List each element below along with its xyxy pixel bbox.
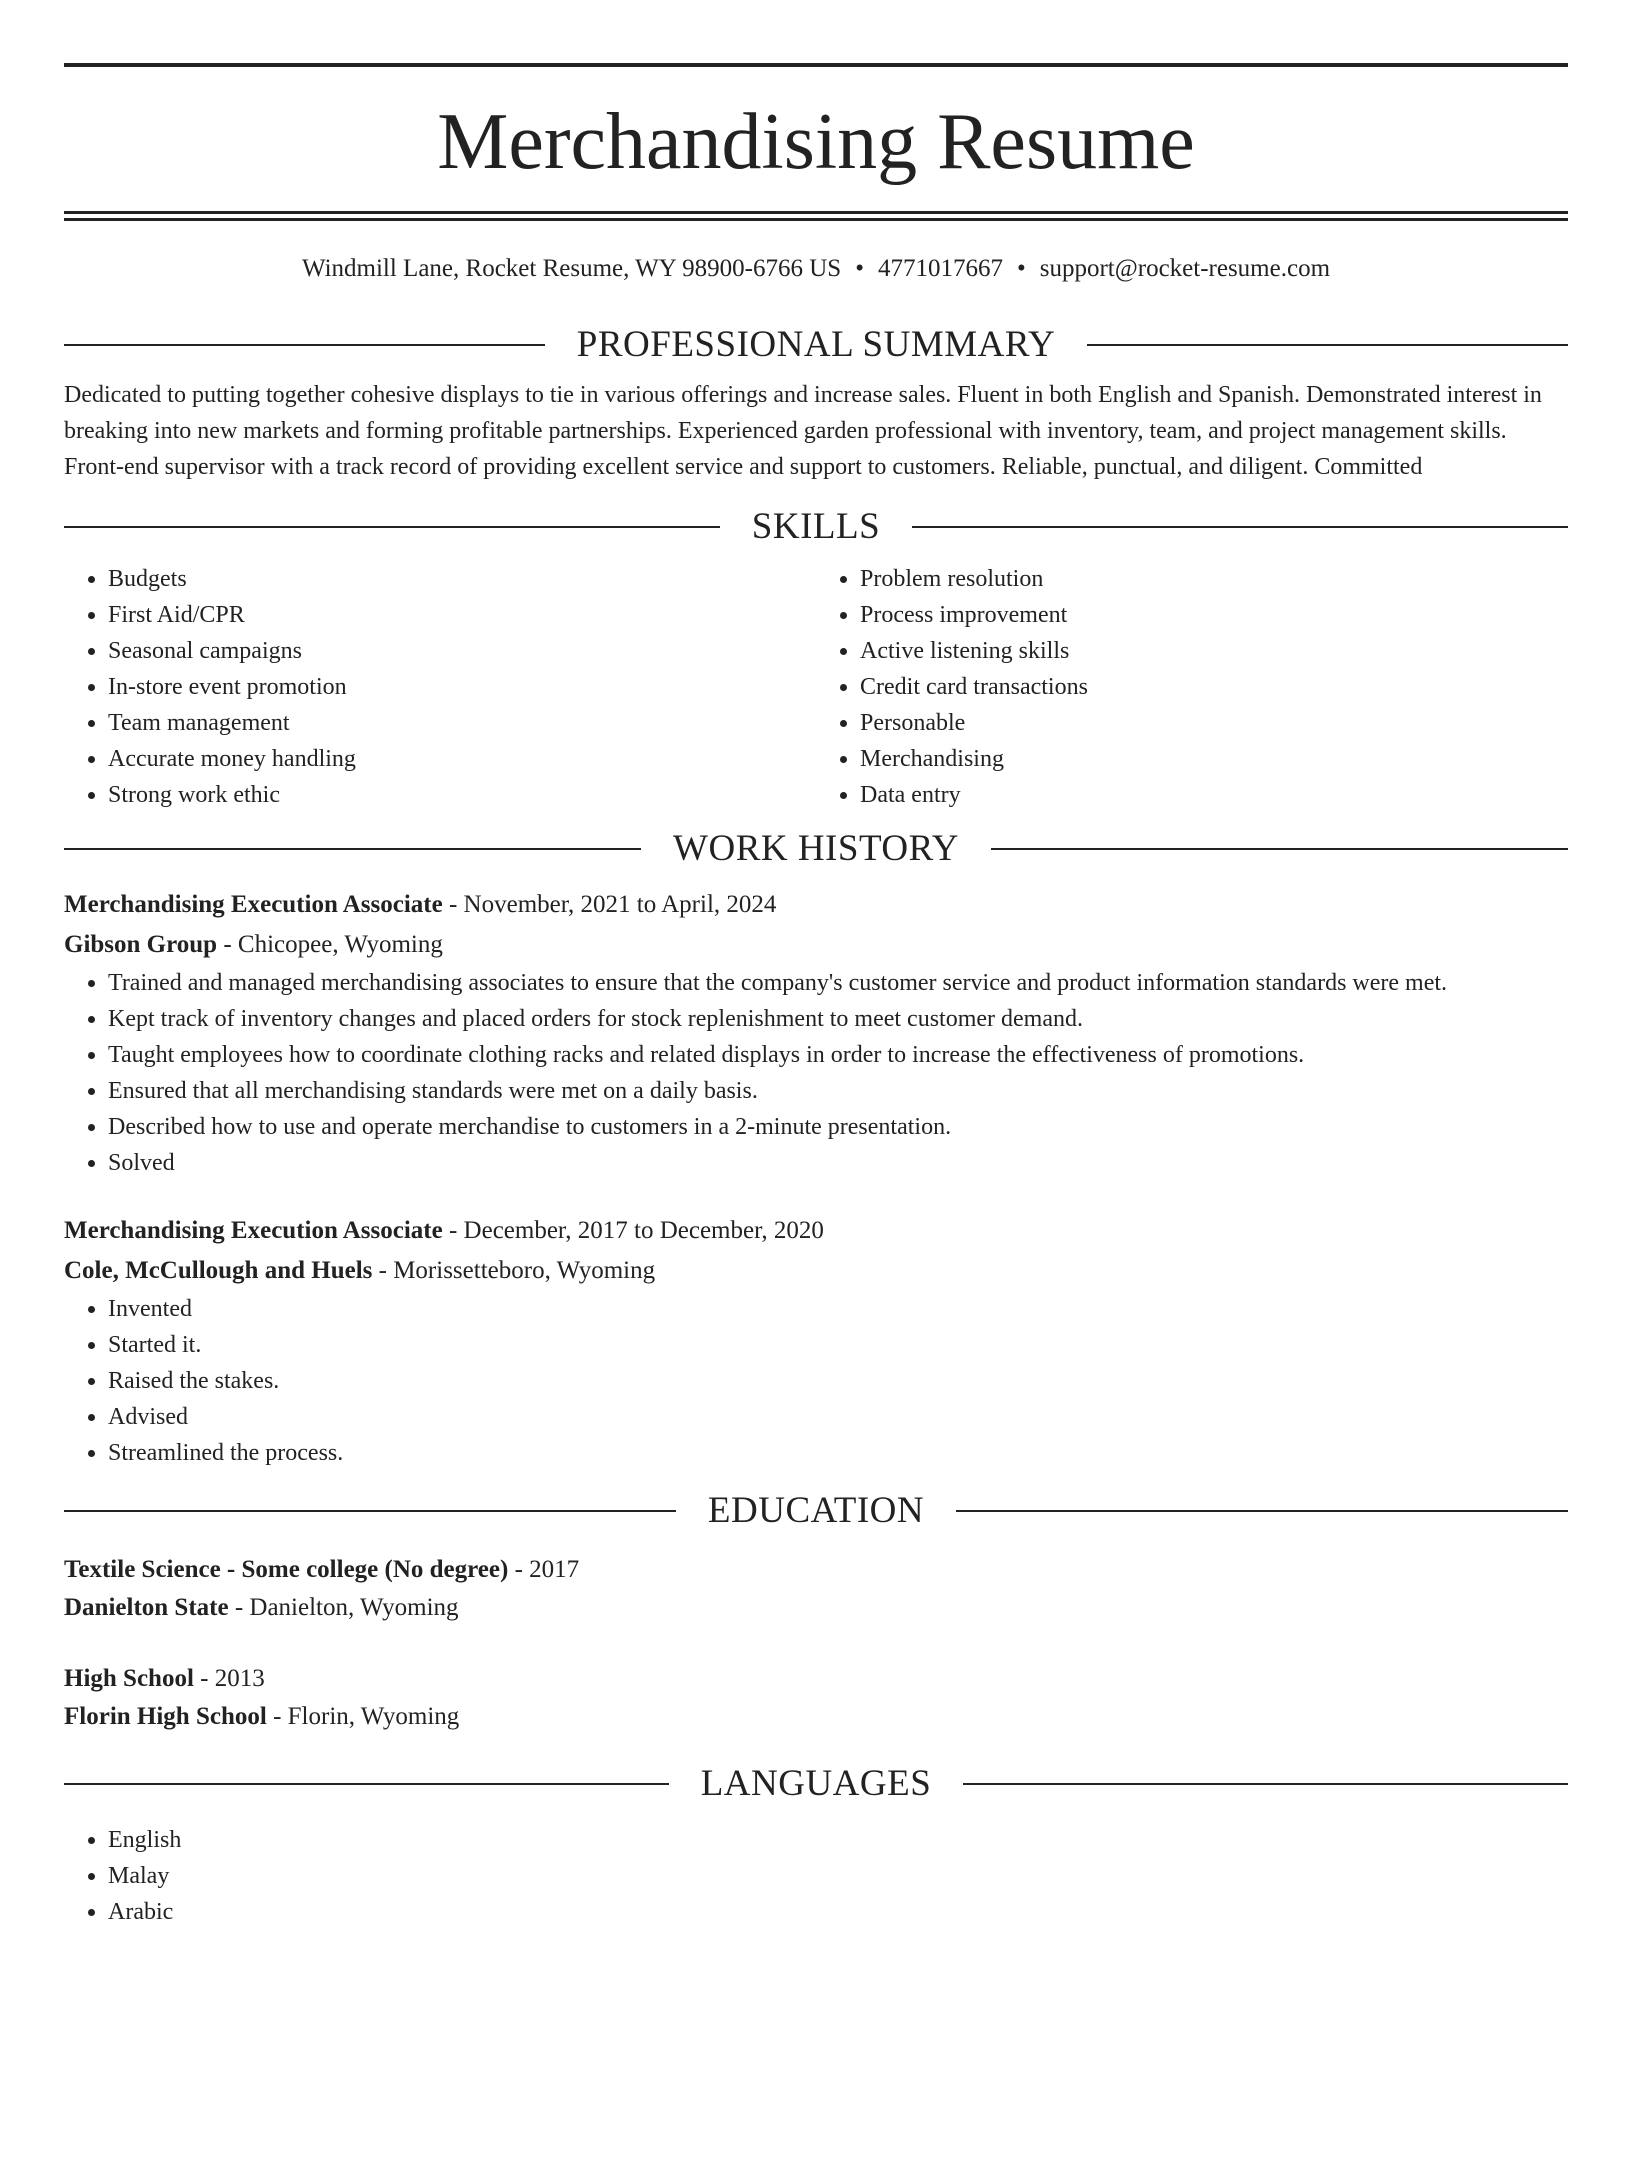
job-location: - Chicopee, Wyoming [217,931,443,958]
job-bullet: • Started it. [108,1327,1568,1363]
skills-grid [64,561,1568,813]
contact-separator: • [1016,255,1026,282]
skill-item: • Budgets [108,561,816,597]
education-location: - Florin, Wyoming [266,1703,460,1730]
education-school-line [64,1698,1568,1736]
section-header-skills [64,505,1568,549]
skill-item: • Active listening skills [860,633,1568,669]
contact-separator: • [855,255,864,282]
section-header-work [64,827,1568,871]
top-rule [64,63,1568,67]
contact-line [64,251,1568,287]
section-rule [64,344,545,346]
job-bullets [64,1291,1568,1471]
job-dates: - December, 2017 to December, 2020 [442,1217,824,1244]
section-title-education: EDUCATION [707,1490,925,1531]
section-rule [64,1510,676,1512]
education-school: Florin High School [64,1703,267,1730]
job-title-line [64,1211,1568,1251]
skill-item: • Merchandising [860,741,1568,777]
education-year: - 2013 [193,1665,265,1692]
job-company: Gibson Group [64,931,218,958]
section-header-summary [64,323,1568,367]
job-bullet: • Trained and managed merchandising associates to ensure that the company's customer service and product information standards were met. [108,965,1568,1001]
section-rule [963,1783,1568,1785]
skill-item: • Process improvement [860,597,1568,633]
job-location: - Morissetteboro, Wyoming [372,1257,656,1284]
section-title-skills: SKILLS [751,506,881,547]
section-title-summary: PROFESSIONAL SUMMARY [576,324,1056,365]
job-dates: - November, 2021 to April, 2024 [442,891,777,918]
skill-item: • Team management [108,705,816,741]
contact-email: support@rocket-resume.com [1039,255,1331,282]
page-title: Merchandising Resume [437,98,1195,186]
job-company-line [64,1251,1568,1291]
section-rule [64,526,720,528]
summary-text: Dedicated to putting together cohesive displays to tie in various offerings and increase sales. Fluent in both English and Spanish. Demonstrated interest in breaking into new markets and forming profitable partnerships. Experienced garden professional with inventory, team, and project management skills. Front-end supervisor with a track record of providing excellent service and support to customers. Reliable, punctual, and diligent. Committed [64,382,1542,480]
skill-item: • Accurate money handling [108,741,816,777]
education-entry [64,1660,1568,1736]
job-bullets [64,965,1568,1181]
job-bullet: • Taught employees how to coordinate clothing racks and related displays in order to increase the effectiveness of promotions. [108,1037,1568,1073]
skill-item: • First Aid/CPR [108,597,816,633]
skill-item: • Personable [860,705,1568,741]
contact-phone: 4771017667 [877,255,1003,282]
job-title: Merchandising Execution Associate [64,1217,443,1244]
education-location: - Danielton, Wyoming [228,1594,459,1621]
education-year: - 2017 [508,1556,580,1583]
education-degree: Textile Science - Some college (No degree) [64,1556,509,1583]
job-entry [64,1211,1568,1471]
skill-item: • Data entry [860,777,1568,813]
language-item: • Arabic [108,1894,1568,1930]
skill-item: • Strong work ethic [108,777,816,813]
job-title: Merchandising Execution Associate [64,891,443,918]
job-entry [64,885,1568,1181]
job-bullet: • Streamlined the process. [108,1435,1568,1471]
section-rule [64,848,641,850]
education-school: Danielton State [64,1594,229,1621]
skill-item: • Seasonal campaigns [108,633,816,669]
job-bullet: • Kept track of inventory changes and placed orders for stock replenishment to meet customer demand. [108,1001,1568,1037]
section-rule [991,848,1568,850]
education-entry [64,1551,1568,1627]
skills-list-left [64,561,816,813]
education-degree-line [64,1660,1568,1698]
title-double-rule [64,211,1568,221]
job-bullet: • Ensured that all merchandising standards were met on a daily basis. [108,1073,1568,1109]
section-rule [64,1783,669,1785]
job-company: Cole, McCullough and Huels [64,1257,373,1284]
section-rule [956,1510,1568,1512]
job-bullet: • Advised [108,1399,1568,1435]
section-title-languages: LANGUAGES [700,1763,932,1804]
education-degree: High School [64,1665,194,1692]
skills-list-right [816,561,1568,813]
job-bullet: • Solved [108,1145,1568,1181]
education-school-line [64,1589,1568,1627]
language-item: • English [108,1822,1568,1858]
skill-item: • Problem resolution [860,561,1568,597]
section-title-work: WORK HISTORY [673,828,959,869]
skill-item: • Credit card transactions [860,669,1568,705]
section-header-education [64,1489,1568,1533]
languages-list [64,1822,1568,1930]
section-header-languages [64,1762,1568,1806]
job-title-line [64,885,1568,925]
section-rule [1087,344,1568,346]
job-company-line [64,925,1568,965]
job-bullet: • Described how to use and operate merchandise to customers in a 2-minute presentation. [108,1109,1568,1145]
section-rule [912,526,1568,528]
job-bullet: • Invented [108,1291,1568,1327]
contact-address: Windmill Lane, Rocket Resume, WY 98900-6766 US [301,255,842,282]
job-bullet: • Raised the stakes. [108,1363,1568,1399]
education-degree-line [64,1551,1568,1589]
language-item: • Malay [108,1858,1568,1894]
skill-item: • In-store event promotion [108,669,816,705]
resume-page [0,63,1632,2175]
